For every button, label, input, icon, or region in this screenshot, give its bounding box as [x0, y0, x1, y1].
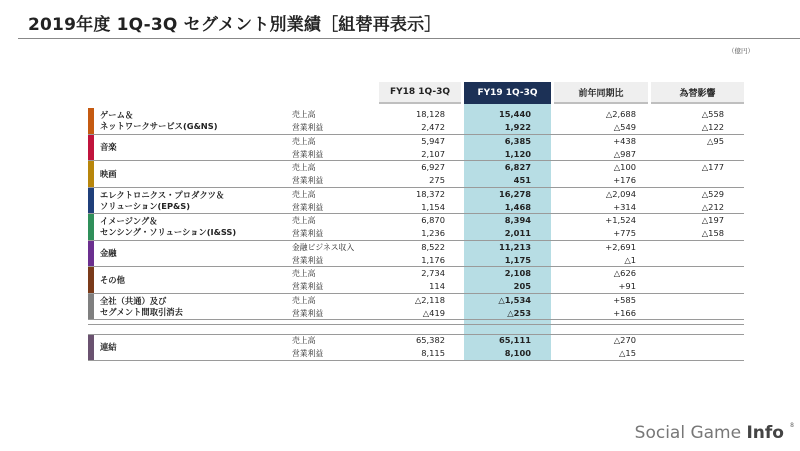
fy18-value: 6,927 [421, 162, 445, 172]
segment-block [88, 188, 744, 215]
fx-value: △122 [701, 122, 724, 132]
table-row [88, 188, 744, 201]
fy19-value: 8,100 [504, 348, 531, 358]
metric-label: 売上高 [292, 163, 316, 172]
fy19-value: △1,534 [498, 294, 531, 305]
fy18-value: 5,947 [421, 135, 445, 146]
watermark: Social Game Info [634, 423, 784, 443]
segment-name-line2: センシング・ソリューション(I&SS) [100, 227, 237, 238]
fy18-value: 8,115 [421, 348, 445, 358]
yoy-value: △987 [613, 148, 636, 159]
fy19-value: 6,827 [504, 162, 531, 172]
page-number: 8 [790, 422, 794, 429]
metric-label: 売上高 [292, 336, 316, 345]
fy19-value: 451 [513, 175, 531, 185]
fy18-value: 2,107 [421, 148, 445, 159]
segment-name-line2: ネットワークサービス(G&NS) [100, 121, 218, 132]
metric-label: 金融ビジネス収入 [292, 242, 355, 252]
fy19-value: 15,440 [498, 109, 531, 119]
table-row [88, 294, 744, 307]
segment-name-line1: イメージング＆ [100, 216, 158, 227]
segment-name-line1: 全社（共通）及び [100, 295, 167, 306]
fy19-value: △253 [507, 307, 531, 318]
yoy-value: +176 [613, 175, 636, 185]
fy18-value: 6,870 [421, 215, 445, 225]
fy18-value: 275 [429, 175, 445, 185]
fx-value: △197 [701, 215, 724, 225]
yoy-value: +91 [618, 281, 636, 291]
table-row [88, 201, 744, 214]
fy18-value: 114 [429, 281, 445, 291]
table-row [88, 334, 744, 347]
metric-label: 営業利益 [292, 123, 324, 132]
segment-block [88, 294, 744, 321]
yoy-value: △1 [624, 254, 636, 265]
yoy-value: +1,524 [605, 215, 636, 225]
table-row [88, 135, 744, 148]
table-row [88, 280, 744, 293]
segment-name-line1: 映画 [100, 168, 117, 179]
fy19-value: 1,468 [504, 201, 531, 212]
yoy-value: △15 [619, 348, 636, 358]
table-row [88, 241, 744, 254]
segment-block [88, 267, 744, 294]
fy18-value: 18,128 [415, 109, 445, 119]
fy18-value: △2,118 [414, 294, 445, 305]
unit-label: （億円） [728, 47, 754, 55]
metric-label: 売上高 [292, 110, 316, 119]
fy19-value: 205 [513, 281, 531, 291]
row-divider [88, 334, 744, 335]
yoy-value: +314 [613, 201, 636, 212]
fy19-value: 1,922 [504, 122, 531, 132]
yoy-value: +438 [613, 135, 636, 146]
table-row [88, 121, 744, 134]
fy19-value: 65,111 [498, 335, 531, 345]
segment-block [88, 334, 744, 361]
fy18-value: 1,236 [421, 228, 445, 238]
metric-label: 営業利益 [292, 255, 324, 265]
header-fx: 為替影響 [651, 82, 744, 104]
metric-label: 売上高 [292, 295, 316, 305]
yoy-value: +775 [613, 228, 636, 238]
total-separator [88, 324, 744, 325]
segment-name-line1: 音楽 [100, 142, 117, 153]
segment-name-line2: ソリューション(EP&S) [100, 200, 191, 211]
segment-name-line1: エレクトロニクス・プロダクツ＆ [100, 189, 225, 200]
table-row [88, 174, 744, 187]
segment-block [88, 108, 744, 135]
yoy-value: +2,691 [605, 241, 636, 252]
row-divider [88, 319, 744, 320]
yoy-value: +585 [613, 294, 636, 305]
segment-block [88, 241, 744, 268]
metric-label: 売上高 [292, 189, 316, 199]
segment-name-line1: 金融 [100, 248, 117, 259]
fx-value: △212 [701, 201, 724, 212]
metric-label: 営業利益 [292, 308, 324, 318]
fy18-value: 1,176 [421, 254, 445, 265]
metric-label: 営業利益 [292, 176, 324, 185]
fy18-value: 2,472 [421, 122, 445, 132]
metric-label: 売上高 [292, 269, 316, 278]
table-row [88, 254, 744, 267]
header-yoy: 前年同期比 [554, 82, 648, 104]
fy19-value: 2,011 [504, 228, 531, 238]
fx-value: △558 [701, 109, 724, 119]
title-divider [18, 38, 800, 39]
yoy-value: +166 [613, 307, 636, 318]
fx-value: △158 [701, 228, 724, 238]
yoy-value: △626 [613, 268, 636, 278]
segment-name-line1: その他 [100, 274, 125, 285]
fy19-value: 1,175 [504, 254, 531, 265]
fy18-value: 18,372 [415, 188, 445, 199]
metric-label: 営業利益 [292, 229, 324, 238]
fy18-value: △419 [422, 307, 445, 318]
metric-label: 営業利益 [292, 202, 324, 212]
yoy-value: △270 [613, 335, 636, 345]
table-row [88, 307, 744, 320]
fy19-value: 8,394 [504, 215, 531, 225]
table-row [88, 267, 744, 280]
fx-value: △177 [701, 162, 724, 172]
fx-value: △529 [701, 188, 724, 199]
segment-block [88, 161, 744, 188]
metric-label: 売上高 [292, 216, 316, 225]
yoy-value: △549 [613, 122, 636, 132]
table-row [88, 148, 744, 161]
fy18-value: 8,522 [421, 241, 445, 252]
metric-label: 営業利益 [292, 282, 324, 291]
yoy-value: △100 [613, 162, 636, 172]
table-row [88, 214, 744, 227]
metric-label: 営業利益 [292, 349, 324, 358]
page-title: 2019年度 1Q-3Q セグメント別業績［組替再表示］ [28, 15, 442, 35]
table-row [88, 161, 744, 174]
yoy-value: △2,688 [605, 109, 636, 119]
segment-name-line2: セグメント間取引消去 [100, 306, 183, 317]
segment-block [88, 214, 744, 241]
fx-value: △95 [707, 135, 724, 146]
header-fy19: FY19 1Q-3Q [464, 82, 551, 104]
table-row [88, 227, 744, 240]
header-fy18: FY18 1Q-3Q [379, 82, 461, 104]
metric-label: 営業利益 [292, 149, 324, 159]
yoy-value: △2,094 [605, 188, 636, 199]
fy19-value: 6,385 [504, 135, 531, 146]
fy19-value: 16,278 [498, 188, 531, 199]
fy19-value: 2,108 [504, 268, 531, 278]
row-divider [88, 360, 744, 361]
segment-name-line1: ゲーム＆ [100, 110, 134, 121]
fy18-value: 1,154 [421, 201, 445, 212]
fy19-value: 1,120 [504, 148, 531, 159]
fy18-value: 65,382 [415, 335, 445, 345]
table-row [88, 108, 744, 121]
fy18-value: 2,734 [421, 268, 445, 278]
metric-label: 売上高 [292, 136, 316, 146]
segment-block [88, 135, 744, 162]
segment-name-line1: 連結 [100, 341, 117, 352]
table-row [88, 347, 744, 360]
fy19-value: 11,213 [498, 241, 531, 252]
